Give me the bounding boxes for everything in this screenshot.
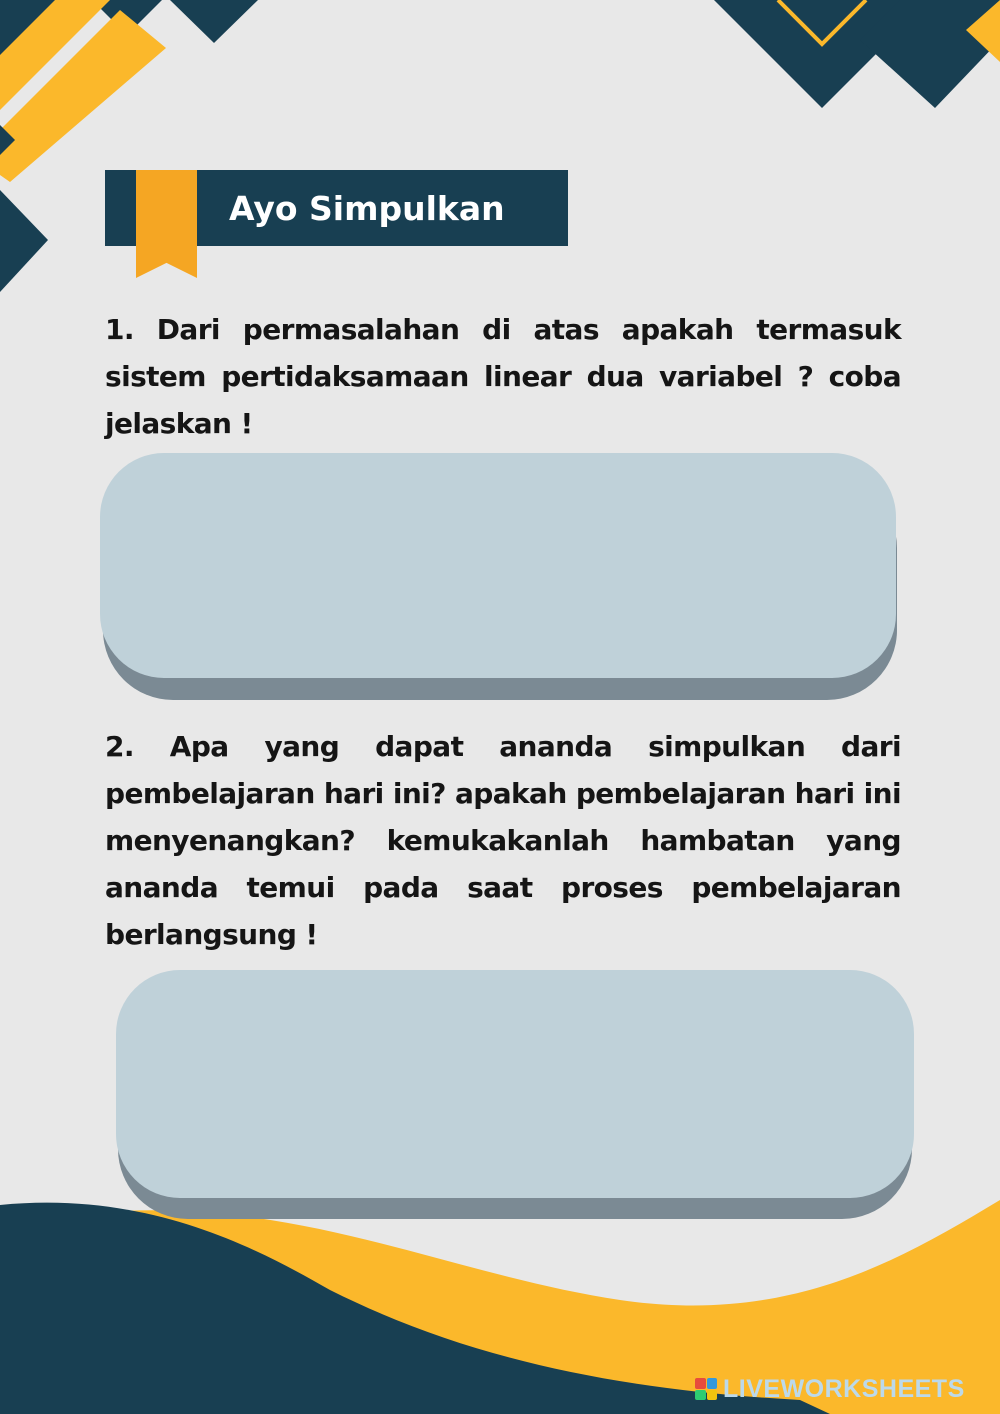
top-center-navy-triangle xyxy=(170,0,258,43)
question-1-text: 1. Dari permasalahan di atas apakah termasuk sistem pertidaksamaan linear dua variabel ? coba jelaskan ! xyxy=(105,313,901,440)
bookmark-ribbon-icon xyxy=(136,170,197,278)
answer-2-input[interactable] xyxy=(116,970,914,1198)
answer-1-input[interactable] xyxy=(100,453,896,678)
liveworksheets-logo-icon xyxy=(695,1378,717,1400)
left-navy-arrow xyxy=(0,190,48,292)
section-title: Ayo Simpulkan xyxy=(229,189,505,228)
liveworksheets-watermark xyxy=(695,1376,965,1402)
question-2-text: 2. Apa yang dapat ananda simpulkan dari pembelajaran hari ini? apakah pembelajaran hari ini menyenangkan? kemukakanlah hambatan yang ananda temui pada saat proses pembelajaran berlangsung ! xyxy=(105,730,901,951)
watermark-text: LIVEWORKSHEETS xyxy=(723,1374,965,1403)
